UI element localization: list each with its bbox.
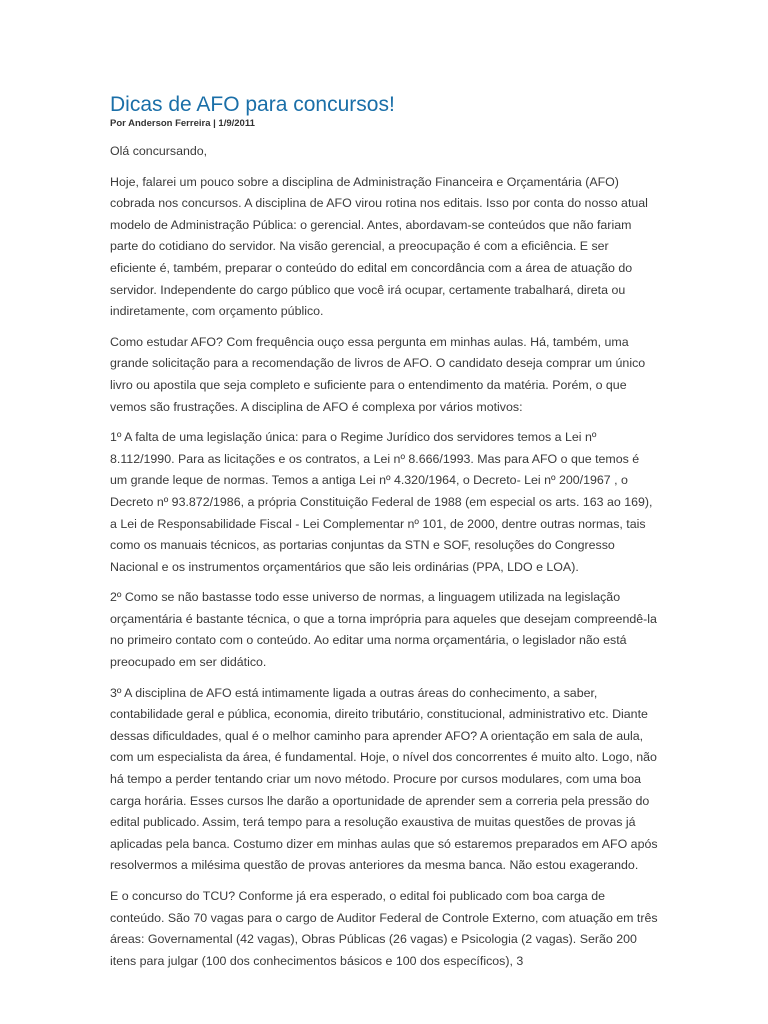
article-title: Dicas de AFO para concursos! bbox=[110, 93, 395, 116]
paragraph-reason-1: 1º A falta de uma legislação única: para o Regime Jurídico dos servidores temos a Lei nº 8.112/1990. Para as licitações e os contratos, a Lei nº 8.666/1993. Mas para AFO o que temos é um grande leque de normas. Temos a antiga Lei nº 4.320/1964, o Decreto- Lei nº 200/1967 , o Decreto nº 93.872/1986, a própria Constituição Federal de 1988 (em especial os arts. 163 ao 169), a Lei de Responsabilidade Fiscal - Lei Complementar nº 101, de 2000, dentre outras normas, tais como os manuais técnicos, as portarias conjuntas da STN e SOF, resoluções do Congresso Nacional e os instrumentos orçamentários que são leis ordinárias (PPA, LDO e LOA). bbox=[110, 430, 653, 574]
paragraph-how-to-study: Como estudar AFO? Com frequência ouço essa pergunta em minhas aulas. Há, também, uma grande solicitação para a recomendação de livros de AFO. O candidato deseja comprar um único livro ou apostila que seja completo e suficiente para o entendimento da matéria. Porém, o que vemos são frustrações. A disciplina de AFO é complexa por vários motivos: bbox=[110, 334, 646, 414]
paragraph-reason-3: 3º A disciplina de AFO está intimamente ligada a outras áreas do conhecimento, a saber, contabilidade geral e pública, economia, direito tributário, constitucional, administrativo etc. Diante dessas dificuldades, qual é o melhor caminho para aprender AFO? A orientação em sala de aula, com um especialista da área, é fundamental. Hoje, o nível dos concorrentes é muito alto. Logo, não há tempo a perder tentando criar um novo método. Procure por cursos modulares, com uma boa carga horária. Esses cursos lhe darão a oportunidade de aprender sem a correria pela pressão do edital publicado. Assim, terá tempo para a resolução exaustiva de muitas questões de provas já aplicadas pela banca. Costumo dizer em minhas aulas que só estaremos preparados em AFO após resolvermos a milésima questão de provas anteriores da mesma banca. Não estou exagerando. bbox=[110, 685, 658, 873]
paragraph-greeting: Olá concursando, bbox=[110, 144, 208, 158]
paragraph-reason-2: 2º Como se não bastasse todo esse universo de normas, a linguagem utilizada na legislação orçamentária é bastante técnica, o que a torna imprópria para aqueles que desejam compreendê-la no primeiro contato com o conteúdo. Ao editar uma norma orçamentária, o legislador não está preocupado em ser didático. bbox=[110, 590, 657, 670]
paragraph-intro: Hoje, falarei um pouco sobre a disciplina de Administração Financeira e Orçamentária (AFO) cobrada nos concursos. A disciplina de AFO virou rotina nos editais. Isso por conta do nosso atual modelo de Administração Pública: o gerencial. Antes, abordavam-se conteúdos que não fariam parte do cotidiano do servidor. Na visão gerencial, a preocupação é com a eficiência. E ser eficiente é, também, preparar o conteúdo do edital em concordância com a área de atuação do servidor. Independente do cargo público que você irá ocupar, certamente trabalhará, direta ou indiretamente, com orçamento público. bbox=[110, 174, 648, 319]
article-byline: Por Anderson Ferreira | 1/9/2011 bbox=[110, 118, 255, 129]
article bbox=[110, 92, 658, 981]
paragraph-tcu: E o concurso do TCU? Conforme já era esperado, o edital foi publicado com boa carga de conteúdo. São 70 vagas para o cargo de Auditor Federal de Controle Externo, com atuação em três áreas: Governamental (42 vagas), Obras Públicas (26 vagas) e Psicologia (2 vagas). Serão 200 itens para julgar (100 dos conhecimentos básicos e 100 dos específicos), 3 bbox=[110, 889, 658, 968]
